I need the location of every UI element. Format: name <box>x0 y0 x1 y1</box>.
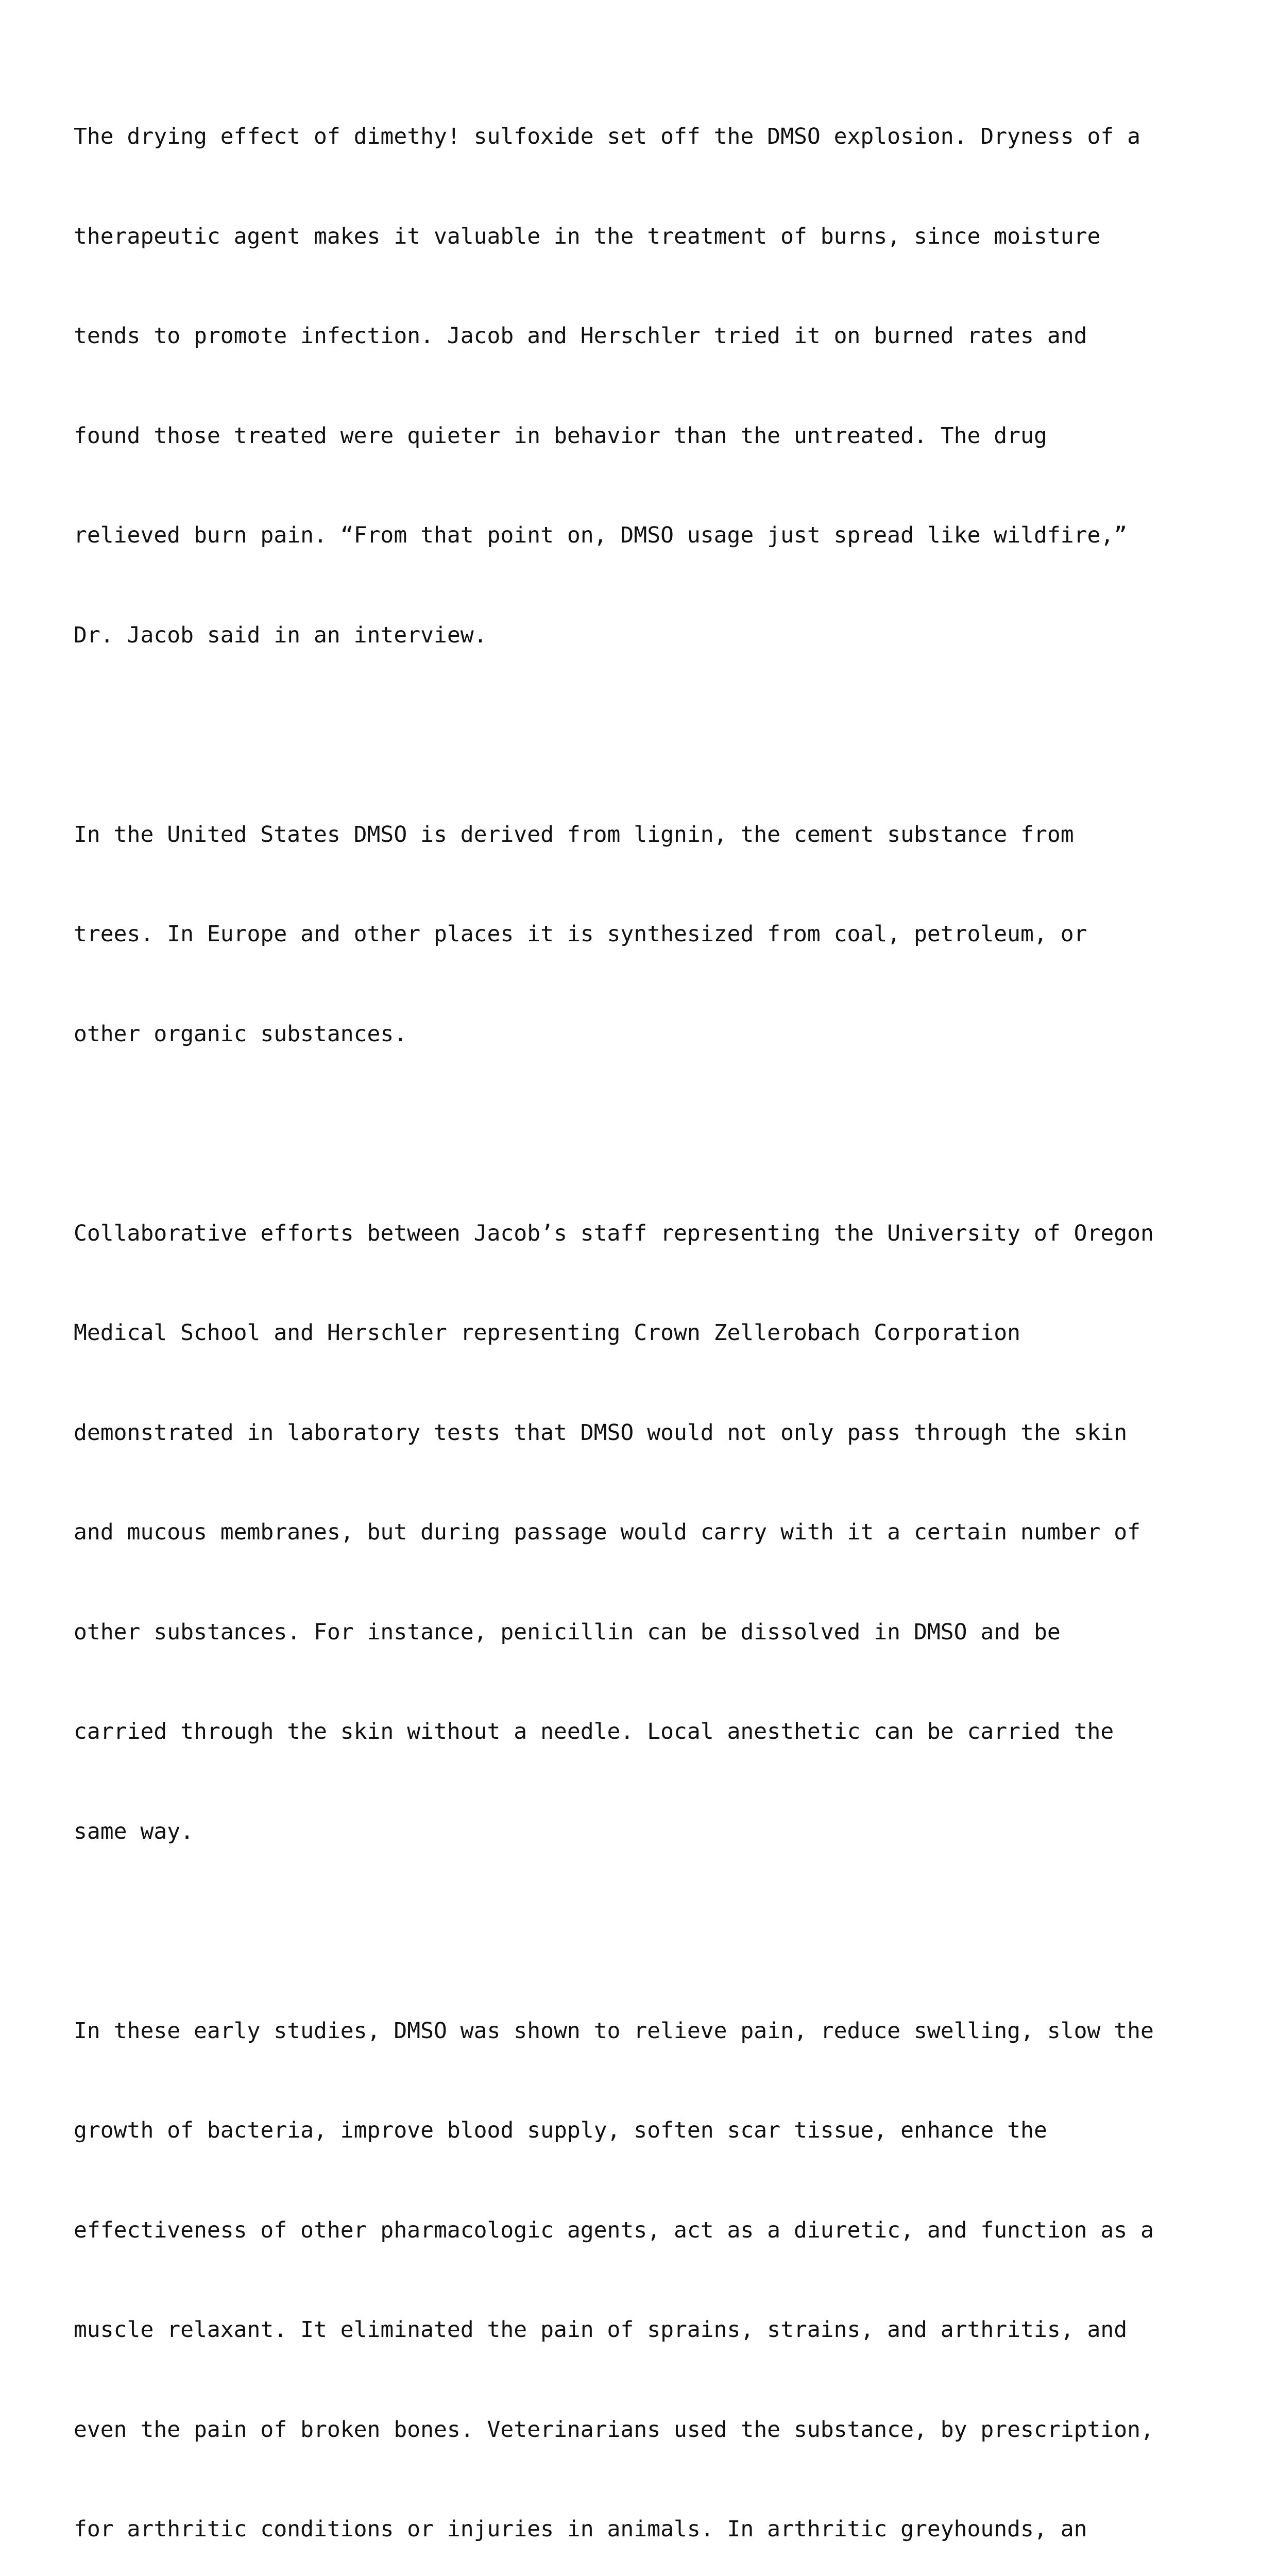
paragraph-dmso-drying-effect <box>74 54 1207 718</box>
text-line: effectiveness of other pharmacologic agents, act as a diuretic, and function as a <box>74 2214 1207 2247</box>
text-line: tends to promote infection. Jacob and Herschler tried it on burned rates and <box>74 319 1207 353</box>
text-line: muscle relaxant. It eliminated the pain of sprains, strains, and arthritis, and <box>74 2313 1207 2347</box>
text-line: and mucous membranes, but during passage would carry with it a certain number of <box>74 1516 1207 1549</box>
text-line: trees. In Europe and other places it is synthesized from coal, petroleum, or <box>74 918 1207 951</box>
text-line: therapeutic agent makes it valuable in the treatment of burns, since moisture <box>74 220 1207 253</box>
text-line: In these early studies, DMSO was shown to relieve pain, reduce swelling, slow the <box>74 2014 1207 2048</box>
text-line: In the United States DMSO is derived from lignin, the cement substance from <box>74 818 1207 852</box>
paragraph-dmso-origin <box>74 752 1207 1117</box>
text-line: carried through the skin without a needle. Local anesthetic can be carried the <box>74 1715 1207 1749</box>
paragraph-collaborative-efforts <box>74 1150 1207 1915</box>
document-body <box>74 54 1207 2576</box>
text-line: same way. <box>74 1815 1207 1849</box>
text-line: growth of bacteria, improve blood supply, soften scar tissue, enhance the <box>74 2114 1207 2147</box>
text-line: for arthritic conditions or injuries in animals. In arthritic greyhounds, an <box>74 2513 1207 2546</box>
text-line: demonstrated in laboratory tests that DMSO would not only pass through the skin <box>74 1416 1207 1450</box>
text-line: even the pain of broken bones. Veterinarians used the substance, by prescription, <box>74 2413 1207 2447</box>
text-line: found those treated were quieter in behavior than the untreated. The drug <box>74 419 1207 453</box>
text-line: Collaborative efforts between Jacob’s staff representing the University of Oregon <box>74 1217 1207 1250</box>
paragraph-early-studies <box>74 1948 1207 2576</box>
text-line: other organic substances. <box>74 1018 1207 1051</box>
text-line: Medical School and Herschler representing Crown Zellerobach Corporation <box>74 1316 1207 1350</box>
text-line: Dr. Jacob said in an interview. <box>74 619 1207 652</box>
text-line: other substances. For instance, penicillin can be dissolved in DMSO and be <box>74 1616 1207 1649</box>
text-line: The drying effect of dimethy! sulfoxide set off the DMSO explosion. Dryness of a <box>74 120 1207 154</box>
text-line: relieved burn pain. “From that point on, DMSO usage just spread like wildfire,” <box>74 519 1207 552</box>
